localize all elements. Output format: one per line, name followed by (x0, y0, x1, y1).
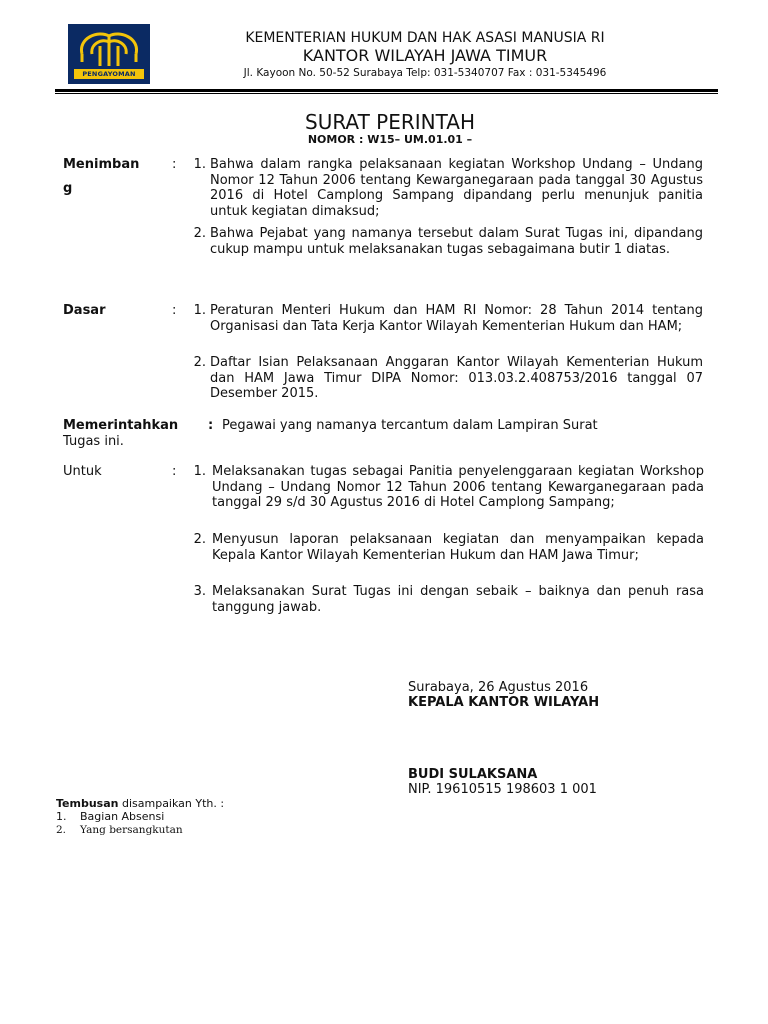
untuk-item-number: 1. (193, 464, 206, 479)
untuk-colon: : (172, 464, 177, 479)
tree-emblem-icon (68, 24, 150, 70)
memerintahkan-label: Memerintahkan (63, 418, 179, 433)
menimbang-item-number: 2. (193, 226, 206, 241)
office-address: Jl. Kayoon No. 50-52 Surabaya Telp: 031-5340707 Fax : 031-5345496 (243, 67, 607, 79)
untuk-item-text: Menyusun laporan pelaksanaan kegiatan dan menyampaikan kepada Kepala Kantor Wilayah Kementerian Hukum dan HAM Jawa Timur; (212, 532, 704, 563)
dasar-colon: : (172, 303, 177, 318)
tembusan-label: Tembusan (56, 797, 119, 810)
menimbang-item-text: Bahwa Pejabat yang namanya tersebut dalam Surat Tugas ini, dipandang cukup mampu untuk melaksanakan tugas sebagaimana butir 1 diatas. (210, 226, 703, 257)
memerintahkan-text-wrap: Tugas ini. (63, 434, 124, 449)
dasar-label: Dasar (63, 303, 106, 318)
menimbang-colon: : (172, 157, 177, 172)
menimbang-item-number: 1. (193, 157, 206, 172)
tembusan-item-text: Bagian Absensi (80, 810, 165, 823)
tembusan-label-rest: disampaikan Yth. : (118, 797, 225, 810)
menimbang-label: Menimban (63, 157, 140, 172)
memerintahkan-colon: : (208, 418, 214, 433)
signature-name: BUDI SULAKSANA (408, 767, 538, 782)
dasar-item-number: 2. (193, 355, 206, 370)
untuk-label: Untuk (63, 464, 102, 479)
menimbang-label-wrap: g (63, 181, 73, 196)
tembusan-item-text: Yang bersangkutan (80, 824, 183, 836)
pengayoman-logo (68, 24, 150, 84)
untuk-item-text: Melaksanakan tugas sebagai Panitia penyelenggaraan kegiatan Workshop Undang – Undang Nomor 12 Tahun 2006 tentang Kewarganegaraan pada tanggal 29 s/d 30 Agustus 2016 di Hotel Camplong Sampang; (212, 464, 704, 510)
document-title: SURAT PERINTAH (305, 110, 475, 134)
tembusan-header (56, 797, 224, 810)
menimbang-item-text: Bahwa dalam rangka pelaksanaan kegiatan Workshop Undang – Undang Nomor 12 Tahun 2006 tentang Kewarganegaraan pada tanggal 30 Agustus 2016 di Hotel Camplong Sampang dipandang perlu menunjuk panitia untuk kegiatan dimaksud; (210, 157, 703, 219)
dasar-item-text: Peraturan Menteri Hukum dan HAM RI Nomor: 28 Tahun 2014 tentang Organisasi dan Tata Kerja Kantor Wilayah Kementerian Hukum dan HAM; (210, 303, 703, 334)
logo-text: PENGAYOMAN (74, 69, 144, 79)
signature-nip: NIP. 19610515 198603 1 001 (408, 782, 597, 797)
untuk-item-number: 3. (193, 584, 206, 599)
dasar-item-text: Daftar Isian Pelaksanaan Anggaran Kantor Wilayah Kementerian Hukum dan HAM Jawa Timur DIPA Nomor: 013.03.2.408753/2016 tanggal 07 Desember 2015. (210, 355, 703, 401)
memerintahkan-text: Pegawai yang namanya tercantum dalam Lampiran Surat (222, 418, 598, 433)
signature-place-date: Surabaya, 26 Agustus 2016 (408, 680, 589, 695)
header-rule-thin (55, 93, 718, 94)
ministry-name: KEMENTERIAN HUKUM DAN HAK ASASI MANUSIA RI (245, 30, 605, 46)
untuk-item-text: Melaksanakan Surat Tugas ini dengan sebaik – baiknya dan penuh rasa tanggung jawab. (212, 584, 704, 615)
untuk-item-number: 2. (193, 532, 206, 547)
tembusan-item-number: 1. (56, 810, 67, 823)
document-number: NOMOR : W15– UM.01.01 – (307, 133, 473, 146)
header-rule-thick (55, 89, 718, 92)
tembusan-item-number: 2. (56, 824, 67, 836)
signature-position: KEPALA KANTOR WILAYAH (408, 695, 600, 710)
dasar-item-number: 1. (193, 303, 206, 318)
office-name: KANTOR WILAYAH JAWA TIMUR (302, 46, 548, 65)
